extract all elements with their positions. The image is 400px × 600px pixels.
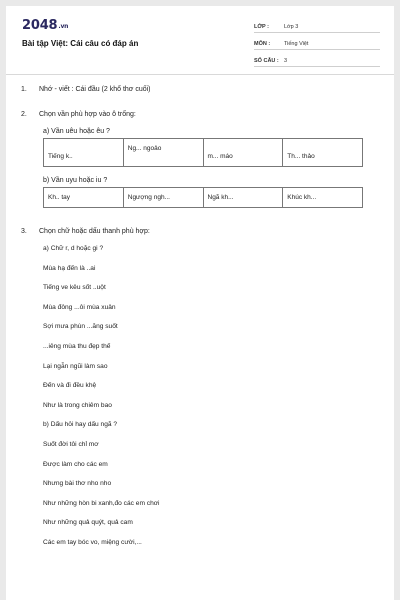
question-number: 2. [21, 111, 27, 118]
blank-cell[interactable]: Ngượng ngh... [123, 188, 203, 208]
question-text: Chọn vần phù hợp vào ô trống: [39, 111, 136, 118]
list-item: Đến và đi đều khệ [43, 382, 97, 390]
part-a-label: a) Vần uêu hoặc êu ? [43, 128, 110, 135]
list-item: Nhưng bài thơ nho nho [43, 480, 112, 488]
question-2 [21, 111, 381, 118]
blank-cell[interactable]: Kh.. tay [44, 188, 124, 208]
list-item: Được làm cho các em [43, 460, 108, 468]
list-item: Như là trong chiêm bao [43, 401, 112, 409]
question-3 [21, 228, 381, 235]
header-divider [6, 74, 394, 75]
question-text: Nhớ - viết : Cái đầu (2 khổ thơ cuối) [39, 86, 151, 93]
list-item: Sợi mưa phùn ...ăng suốt [43, 323, 118, 331]
list-item: a) Chữ r, d hoặc gi ? [43, 245, 104, 252]
blank-cell[interactable]: Ng... ngoảo [123, 139, 203, 167]
blank-cell[interactable]: Th... thảo [283, 139, 363, 167]
list-item: Các em tay bóc vo, miệng cười,... [43, 538, 142, 546]
blank-table-b [43, 187, 363, 208]
list-item: Như những quả quýt, quả cam [43, 519, 133, 527]
meta-row-subject [254, 37, 380, 50]
question-number: 1. [21, 86, 27, 93]
logo-domain: .vn [58, 23, 69, 30]
meta-row-class [254, 20, 380, 33]
site-logo[interactable] [22, 18, 68, 33]
table-row [44, 188, 363, 208]
list-item: Mùa hạ đến là ..ai [43, 264, 96, 272]
meta-row-count [254, 54, 380, 67]
list-item: b) Dấu hỏi hay dấu ngã ? [43, 421, 118, 429]
list-item: Tiếng ve kêu sốt ..uột [43, 284, 106, 292]
blank-cell[interactable]: Tiếng k.. [44, 139, 124, 167]
blank-cell[interactable]: Ngã kh... [203, 188, 283, 208]
list-item: Như những hòn bi xanh,đo các em chơi [43, 499, 160, 507]
meta-value: Tiếng Việt [284, 41, 309, 47]
meta-value: 3 [284, 58, 288, 64]
blank-cell[interactable]: m... máo [203, 139, 283, 167]
poem-lines [43, 239, 381, 553]
logo-text: 2048 [22, 18, 58, 33]
meta-label: SỐ CÂU : [254, 58, 279, 64]
meta-label: MÔN : [254, 41, 271, 47]
question-text: Chọn chữ hoặc dấu thanh phù hợp: [39, 228, 150, 235]
question-1 [21, 86, 381, 93]
question-number: 3. [21, 228, 27, 235]
meta-info [254, 20, 380, 67]
blank-table-a [43, 138, 363, 167]
worksheet-content [21, 86, 381, 553]
document-title: Bài tập Việt: Cái câu có đáp án [22, 39, 139, 48]
list-item: ...iêng mùa thu đẹp thế [43, 342, 111, 350]
part-b-label: b) Vần uyu hoặc iu ? [43, 177, 108, 184]
blank-cell[interactable]: Khúc kh... [283, 188, 363, 208]
table-row [44, 139, 363, 167]
list-item: Suốt đời tôi chỉ mơ [43, 440, 99, 448]
meta-value: Lớp 3 [284, 24, 299, 30]
meta-label: LỚP : [254, 24, 269, 30]
worksheet-page [6, 6, 394, 600]
list-item: Mùa đông ...ôi mùa xuân [43, 303, 116, 311]
list-item: Lại ngẫn ngũi làm sao [43, 362, 108, 370]
